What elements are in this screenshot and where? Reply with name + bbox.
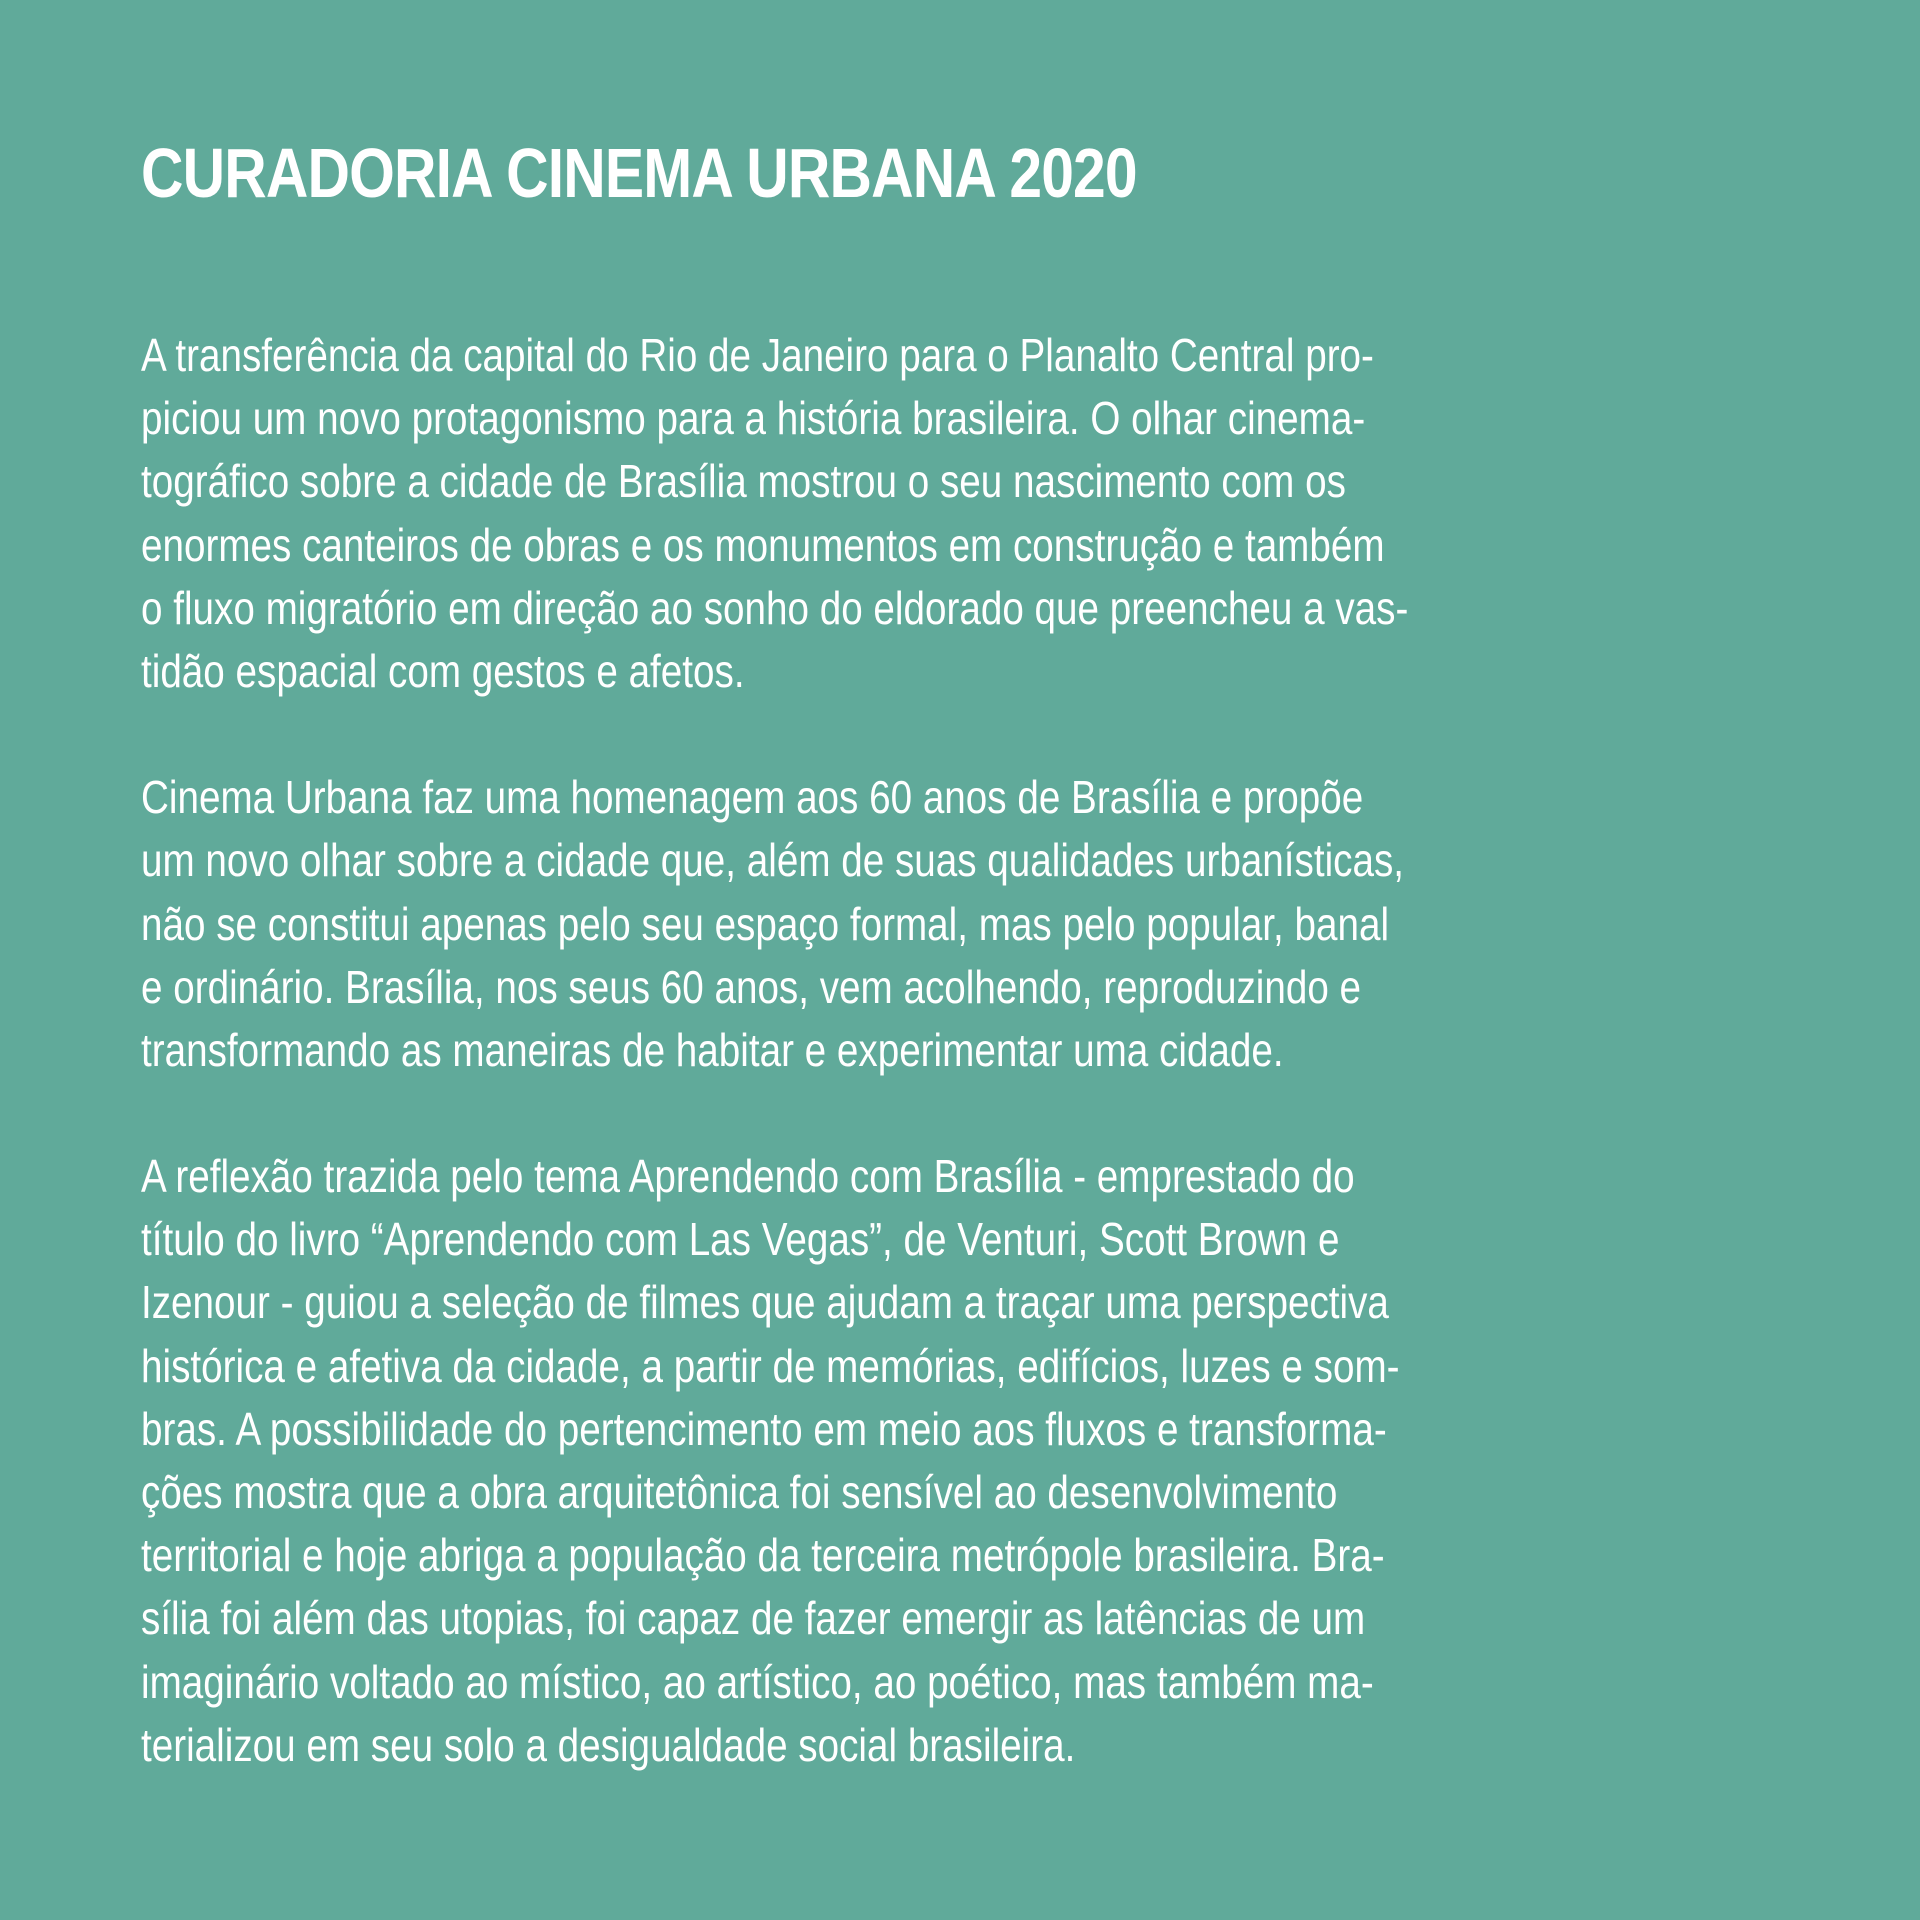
paragraph-line: o fluxo migratório em direção ao sonho do eldorado que preencheu a vas-	[141, 581, 1409, 634]
paragraph-line: A transferência da capital do Rio de Janeiro para o Planalto Central pro-	[141, 329, 1374, 381]
page-title: CURADORIA CINEMA URBANA 2020	[141, 134, 1137, 212]
paragraph-line: e ordinário. Brasília, nos seus 60 anos, vem acolhendo, reproduzindo e	[141, 960, 1362, 1013]
paragraph-line: bras. A possibilidade do pertencimento em meio aos fluxos e transforma-	[141, 1402, 1387, 1455]
paragraph-line: título do livro “Aprendendo com Las Vegas”, de Venturi, Scott Brown e	[141, 1213, 1340, 1266]
paragraph-line: tidão espacial com gestos e afetos.	[141, 644, 745, 697]
paragraph-2	[141, 766, 1561, 1082]
paragraph-line: tográfico sobre a cidade de Brasília mostrou o seu nascimento com os	[141, 455, 1346, 508]
paragraph-3	[141, 1145, 1561, 1777]
paragraph-line: terializou em seu solo a desigualdade social brasileira.	[141, 1718, 1076, 1771]
document-page	[141, 128, 1561, 1771]
paragraph-line: territorial e hoje abriga a população da terceira metrópole brasileira. Bra-	[141, 1529, 1385, 1582]
paragraph-line: um novo olhar sobre a cidade que, além de suas qualidades urbanísticas,	[141, 834, 1405, 887]
paragraph-line: histórica e afetiva da cidade, a partir de memórias, edifícios, luzes e som-	[141, 1339, 1400, 1392]
paragraph-1	[141, 324, 1561, 703]
paragraph-line: imaginário voltado ao místico, ao artístico, ao poético, mas também ma-	[141, 1655, 1374, 1708]
paragraph-line: não se constitui apenas pelo seu espaço formal, mas pelo popular, banal	[141, 897, 1390, 950]
paragraph-line: enormes canteiros de obras e os monumentos em construção e também	[141, 518, 1385, 571]
paragraph-line: Izenour - guiou a seleção de filmes que ajudam a traçar uma perspectiva	[141, 1276, 1389, 1329]
paragraph-line: Cinema Urbana faz uma homenagem aos 60 anos de Brasília e propõe	[141, 771, 1364, 824]
paragraph-line: ções mostra que a obra arquitetônica foi sensível ao desenvolvimento	[141, 1466, 1338, 1518]
paragraph-line: transformando as maneiras de habitar e experimentar uma cidade.	[141, 1023, 1284, 1076]
paragraph-line: A reflexão trazida pelo tema Aprendendo com Brasília - emprestado do	[141, 1150, 1355, 1203]
paragraph-line: piciou um novo protagonismo para a história brasileira. O olhar cinema-	[141, 392, 1366, 445]
paragraph-line: sília foi além das utopias, foi capaz de fazer emergir as latências de um	[141, 1592, 1366, 1645]
body-text	[141, 324, 1561, 1840]
